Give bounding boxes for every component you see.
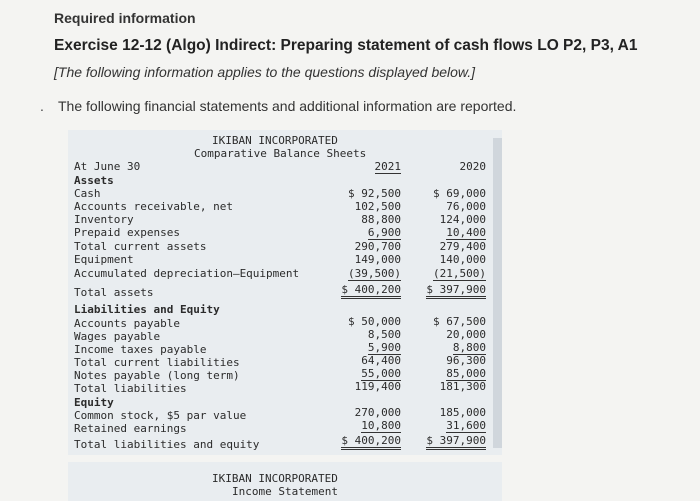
table-cell-2021: $ 400,200 [341,283,401,299]
table-cell-2021: 149,000 [354,253,401,266]
table-cell-2021: 88,800 [361,213,401,226]
income-statement-title: Income Statement [232,485,338,498]
exercise-title: Exercise 12-12 (Algo) Indirect: Preparing statement of cash flows LO P2, P3, A1 [54,37,638,54]
table-cell-2020: 279,400 [439,240,486,253]
table-row-label: Wages payable [74,330,161,343]
table-cell-2020: 124,000 [439,213,486,226]
table-row-label: Total current liabilities [74,356,240,369]
table-cell-2021: 102,500 [354,200,401,213]
scrollbar-track[interactable] [493,138,502,448]
balance-sheet-panel [68,130,502,455]
liabilities-heading: Liabilities and Equity [74,303,220,316]
table-row-label: Common stock, $5 par value [74,409,247,422]
table-row-label: Total assets [74,286,154,299]
table-cell-2021: 119,400 [354,380,401,393]
equity-heading: Equity [74,396,114,409]
assets-heading: Assets [74,174,114,187]
table-cell-2020: $ 69,000 [433,187,486,200]
table-cell-2021: $ 50,000 [348,315,401,328]
year-2021-header: 2021 [374,160,401,173]
income-company-name: IKIBAN INCORPORATED [212,472,338,485]
required-information-label: Required information [54,10,196,26]
table-row-label: Accumulated depreciation—Equipment [74,267,300,280]
table-row-label: Equipment [74,253,134,266]
bullet-icon: . [40,98,44,114]
table-cell-2020: 8,800 [452,341,486,354]
table-cell-2021: 8,500 [367,328,401,341]
company-name: IKIBAN INCORPORATED [212,134,338,147]
table-cell-2021: 10,800 [361,419,401,432]
table-cell-2021: $ 400,200 [341,434,401,450]
table-cell-2020: (21,500) [433,267,486,280]
table-cell-2021: 5,900 [367,341,401,354]
table-cell-2020: $ 397,900 [426,283,486,299]
table-cell-2020: 140,000 [439,253,486,266]
table-cell-2020: $ 67,500 [433,315,486,328]
table-cell-2020: 31,600 [446,419,486,432]
table-cell-2021: 55,000 [361,367,401,380]
table-row-label: Cash [74,187,101,200]
table-cell-2021: 6,900 [367,226,401,239]
statement-title: Comparative Balance Sheets [194,147,367,160]
table-cell-2020: $ 397,900 [426,434,486,450]
table-cell-2020: 185,000 [439,406,486,419]
table-row-label: Income taxes payable [74,343,207,356]
year-2020-header: 2020 [459,160,486,173]
table-row-label: Retained earnings [74,422,187,435]
table-cell-2021: (39,500) [348,267,401,280]
table-cell-2021: 64,400 [361,354,401,367]
table-row-label: Accounts payable [74,317,180,330]
table-cell-2020: 10,400 [446,226,486,239]
instruction-note: [The following information applies to the questions displayed below.] [54,64,476,80]
table-cell-2020: 85,000 [446,367,486,380]
table-cell-2021: $ 92,500 [348,187,401,200]
income-statement-panel [68,462,502,501]
at-date-label: At June 30 [74,160,141,173]
table-row-label: Total current assets [74,240,207,253]
table-row-label: Total liabilities [74,382,187,395]
intro-text: The following financial statements and additional information are reported. [58,98,517,114]
table-row-label: Prepaid expenses [74,226,180,239]
table-cell-2020: 181,300 [439,380,486,393]
table-row-label: Notes payable (long term) [74,369,240,382]
table-row-label: Total liabilities and equity [74,438,260,451]
table-row-label: Inventory [74,213,134,226]
table-cell-2020: 96,300 [446,354,486,367]
table-cell-2020: 20,000 [446,328,486,341]
table-cell-2020: 76,000 [446,200,486,213]
table-cell-2021: 290,700 [354,240,401,253]
table-row-label: Accounts receivable, net [74,200,233,213]
table-cell-2021: 270,000 [354,406,401,419]
